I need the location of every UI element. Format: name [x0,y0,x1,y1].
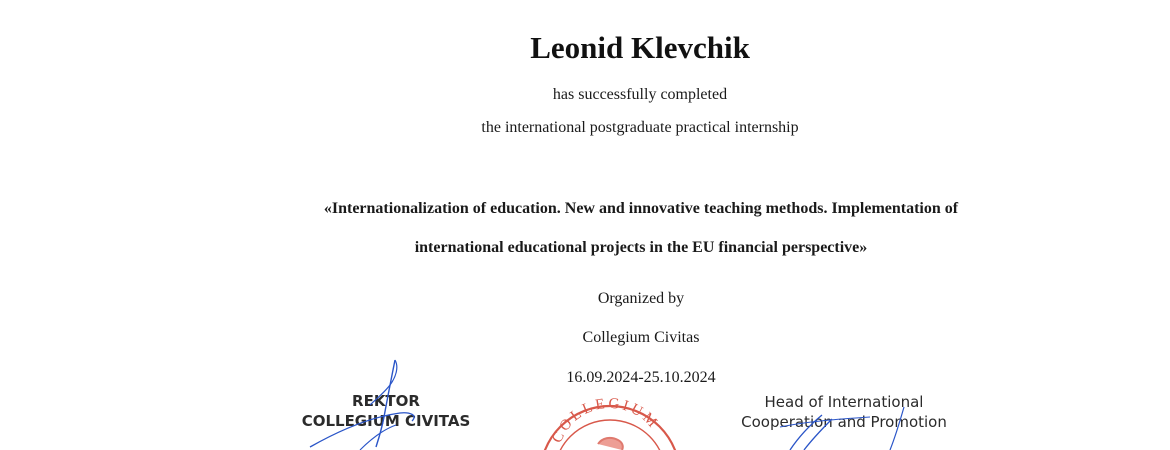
organization-name: Collegium Civitas [582,329,700,346]
head-title-line2: Cooperation and Promotion [741,413,947,431]
completed-text: has successfully completed [552,86,728,103]
rektor-signature-scribble [300,355,440,450]
rektor-org: COLLEGIUM CIVITAS [301,412,471,430]
recipient-name: Leonid Klevchik [530,30,750,65]
program-title-line2: international educational projects in the EU financial perspective» [414,239,868,256]
seal-text: COLLEGIUM [549,398,662,446]
organized-by-label: Organized by [597,290,685,307]
internship-text: the international postgraduate practical internship [481,119,799,136]
head-signature-scribble [770,405,950,450]
head-title-line1: Head of International [764,393,924,411]
internship-dates: 16.09.2024-25.10.2024 [566,369,716,386]
program-title-line1: «Internationalization of education. New and innovative teaching methods. Implementation of [323,200,959,217]
rektor-title: REKTOR [352,392,420,410]
collegium-seal-stamp [530,398,690,450]
